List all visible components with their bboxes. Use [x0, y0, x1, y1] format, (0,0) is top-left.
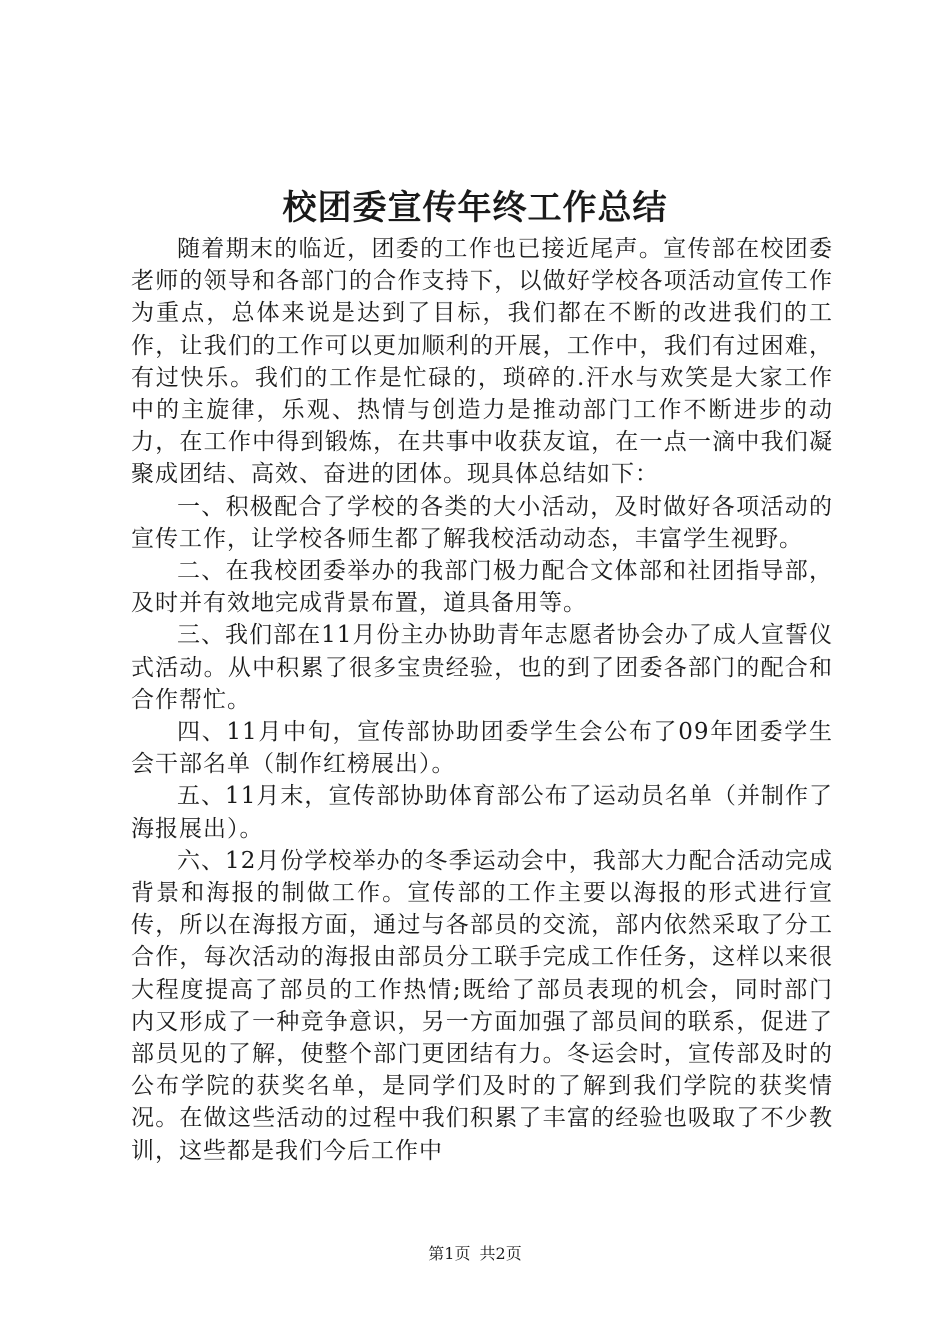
paragraph-item-3: 三、我们部在11月份主办协助青年志愿者协会办了成人宣誓仪式活动。从中积累了很多宝贵经验，也的到了团委各部门的配合和合作帮忙。: [131, 622, 833, 713]
paragraph-item-5: 五、11月末，宣传部协助体育部公布了运动员名单（并制作了海报展出）。: [131, 783, 833, 842]
paragraph-item-4: 四、11月中旬，宣传部协助团委学生会公布了09年团委学生会干部名单（制作红榜展出）。: [131, 719, 833, 778]
paragraph-item-1: 一、积极配合了学校的各类的大小活动，及时做好各项活动的宣传工作，让学校各师生都了解我校活动动态，丰富学生视野。: [131, 493, 833, 552]
paragraph-item-6: 六、12月份学校举办的冬季运动会中，我部大力配合活动完成背景和海报的制做工作。宣传部的工作主要以海报的形式进行宣传，所以在海报方面，通过与各部员的交流，部内依然采取了分工合作，每次活动的海报由部员分工联手完成工作任务，这样以来很大程度提高了部员的工作热情;既给了部员表现的机会，同时部门内又形成了一种竞争意识，另一方面加强了部员间的联系，促进了部员见的了解，使整个部门更团结有力。冬运会时，宣传部及时的公布学院的获奖名单，是同学们及时的了解到我们学院的获奖情况。在做这些活动的过程中我们积累了丰富的经验也吸取了不少教训，这些都是我们今后工作中: [131, 847, 833, 1164]
paragraph-item-2: 二、在我校团委举办的我部门极力配合文体部和社团指导部，及时并有效地完成背景布置，道具备用等。: [131, 558, 833, 617]
page-number: 第1页: [428, 1244, 471, 1263]
paragraph-intro: 随着期末的临近，团委的工作也已接近尾声。宣传部在校团委老师的领导和各部门的合作支持下，以做好学校各项活动宣传工作为重点，总体来说是达到了目标，我们都在不断的改进我们的工作，让我们的工作可以更加顺利的开展，工作中，我们有过困难，有过快乐。我们的工作是忙碌的，琐碎的.汗水与欢笑是大家工作中的主旋律，乐观、热情与创造力是推动部门工作不断进步的动力，在工作中得到锻炼，在共事中收获友谊，在一点一滴中我们凝聚成团结、高效、奋进的团体。现具体总结如下：: [131, 236, 833, 488]
page-total: 共2页: [479, 1244, 522, 1263]
document-title: 校团委宣传年终工作总结: [282, 188, 668, 228]
document-body: [131, 233, 833, 1167]
page-footer: [0, 1244, 950, 1264]
